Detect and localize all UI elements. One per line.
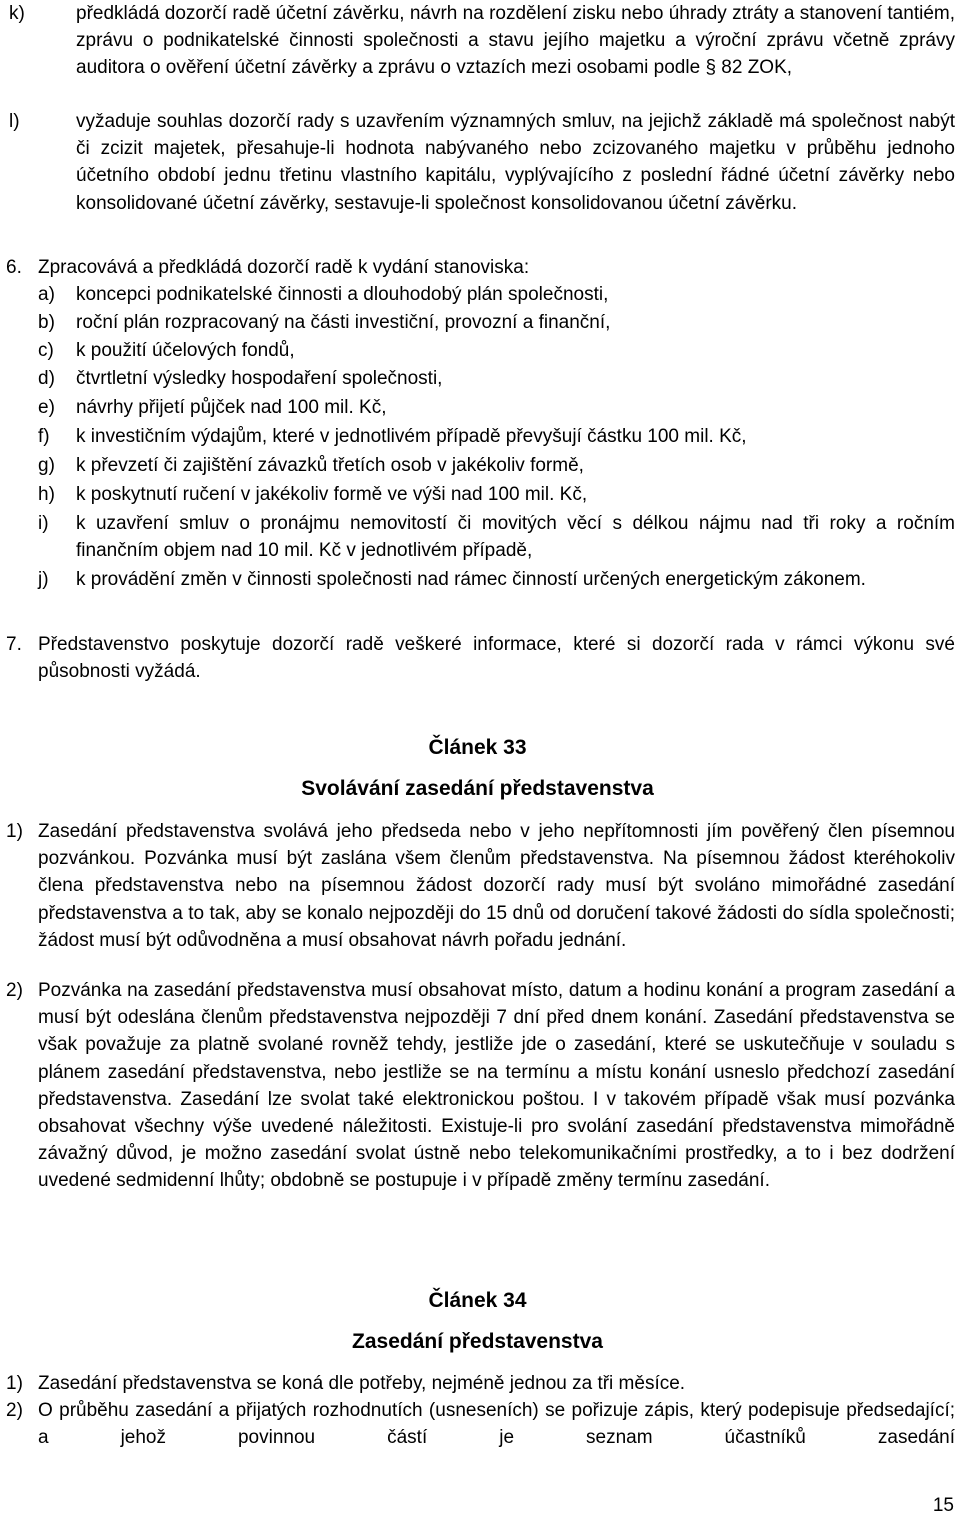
list-item-b [0,309,955,336]
item-label: k) [9,3,25,24]
point-7 [0,631,955,685]
list-item-h [0,481,955,508]
item-label: h) [38,484,55,505]
list-item-k [0,0,955,82]
page-number: 15 [932,1495,954,1516]
item-text: k použití účelových fondů, [76,340,295,361]
list-item-d [0,365,955,392]
paragraph-label: 2) [6,1400,23,1421]
item-label: l) [9,111,20,132]
point-label: 6. [6,257,22,278]
item-text: čtvrtletní výsledky hospodaření společnosti, [76,368,443,389]
list-item-f [0,423,955,450]
list-item-j [0,566,955,593]
item-label: c) [38,340,54,361]
item-label: e) [38,397,55,418]
list-item-a [0,281,955,308]
paragraph-label: 1) [6,821,23,842]
item-label: d) [38,368,55,389]
point-text: Představenstvo poskytuje dozorčí radě veškeré informace, které si dozorčí rada v rámci výkonu své působnosti vyžádá. [38,634,955,683]
paragraph-text: Zasedání představenstva svolává jeho předseda nebo v jeho nepřítomnosti jím pověřený člen písemnou pozvánkou. Pozvánka musí být zaslána všem členům představenstva. Na písemnou žádost kteréhokoliv člena představenstva nebo na písemnou žádost dozorčí rady musí být svoláno mimořádné zasedání představenstva a to tak, aby se konalo nejpozději do 15 dnů od doručení takové žádosti do sídla společnosti; žádost musí být odůvodněna a musí obsahovat návrh pořadu jednání. [38,821,955,951]
item-label: f) [38,426,50,447]
item-text: vyžaduje souhlas dozorčí rady s uzavřením významných smluv, na jejichž základě má společnost nabýt či zcizit majetek, přesahuje-li hodnota nabývaného nebo zcizovaného majetku v průběhu jednoho účetního období jednu třetinu vlastního kapitálu, vyplývajícího z poslední řádné účetní závěrky nebo konsolidované účetní závěrky, sestavuje-li společnost konsolidovanou účetní závěrku. [76,111,955,214]
item-label: b) [38,312,55,333]
item-label: j) [38,569,49,590]
paragraph-text: Pozvánka na zasedání představenstva musí obsahovat místo, datum a hodinu konání a program zasedání a musí být odeslána členům představenstva nejpozději 7 dní před dnem konání. Zasedání představenstva se však považuje za platně svolané rovněž tehdy, jestliže jde o zasedání, které se uskutečňuje v souladu s plánem zasedání představenstva, nebo jestliže se na termínu a místu konání usneslo předchozí zasedání představenstva. Zasedání lze svolat také elektronickou poštou. I v takovém případě však musí pozvánka obsahovat všechny výše uvedené náležitosti. Existuje-li pro svolání zasedání představenstva mimořádně závažný důvod, je možno zasedání svolat ústně nebo telekomunikačními prostředky, a to i bez dodržení uvedené sedmidenní lhůty; obdobně se postupuje i v případě změny termínu zasedání. [38,980,955,1192]
item-label: a) [38,284,55,305]
paragraph-label: 2) [6,980,23,1001]
article-33-subtitle: Svolávání zasedání představenstva [301,777,654,800]
item-text: návrhy přijetí půjček nad 100 mil. Kč, [76,397,387,418]
article-33-title: Článek 33 [428,736,527,759]
paragraph-text: O průběhu zasedání a přijatých rozhodnutích (usneseních) se pořizuje zápis, který podepisuje předsedající; a jehož povinnou částí je seznam účastníků zasedání [38,1400,955,1449]
item-text: k poskytnutí ručení v jakékoliv formě ve výši nad 100 mil. Kč, [76,484,588,505]
list-item-i [0,510,955,564]
item-label: i) [38,513,49,534]
article-34-paragraph-2 [0,1397,955,1451]
item-text: koncepci podnikatelské činnosti a dlouhodobý plán společnosti, [76,284,609,305]
list-item-e [0,394,955,421]
list-item-c [0,337,955,364]
list-item-l [0,108,955,217]
item-text: předkládá dozorčí radě účetní závěrku, návrh na rozdělení zisku nebo úhrady ztráty a stanovení tantiém, zprávu o podnikatelské činnosti společnosti a stavu jejího majetku a výroční zprávu včetně zprávy auditora o ověření účetní závěrky a zprávu o vztazích mezi osobami podle § 82 ZOK, [76,3,955,79]
item-text: k investičním výdajům, které v jednotlivém případě převyšují částku 100 mil. Kč, [76,426,747,447]
article-33-paragraph-2 [0,977,955,1195]
item-label: g) [38,455,55,476]
item-text: k převzetí či zajištění závazků třetích osob v jakékoliv formě, [76,455,584,476]
article-33-paragraph-1 [0,818,955,954]
point-label: 7. [6,634,22,655]
article-34-paragraph-1 [0,1370,955,1397]
item-text: k provádění změn v činnosti společnosti nad rámec činností určených energetickým zákonem. [76,569,866,590]
item-text: k uzavření smluv o pronájmu nemovitostí či movitých věcí s délkou nájmu nad tři roky a ročním finančním objem nad 10 mil. Kč v jednotlivém případě, [76,513,955,562]
item-text: roční plán rozpracovaný na části investiční, provozní a finanční, [76,312,611,333]
article-34-subtitle: Zasedání představenstva [352,1330,603,1353]
paragraph-label: 1) [6,1373,23,1394]
point-6 [0,254,955,281]
point-text: Zpracovává a předkládá dozorčí radě k vydání stanoviska: [38,257,530,278]
paragraph-text: Zasedání představenstva se koná dle potřeby, nejméně jednou za tři měsíce. [38,1373,686,1394]
list-item-g [0,452,955,479]
article-34-title: Článek 34 [428,1289,527,1312]
